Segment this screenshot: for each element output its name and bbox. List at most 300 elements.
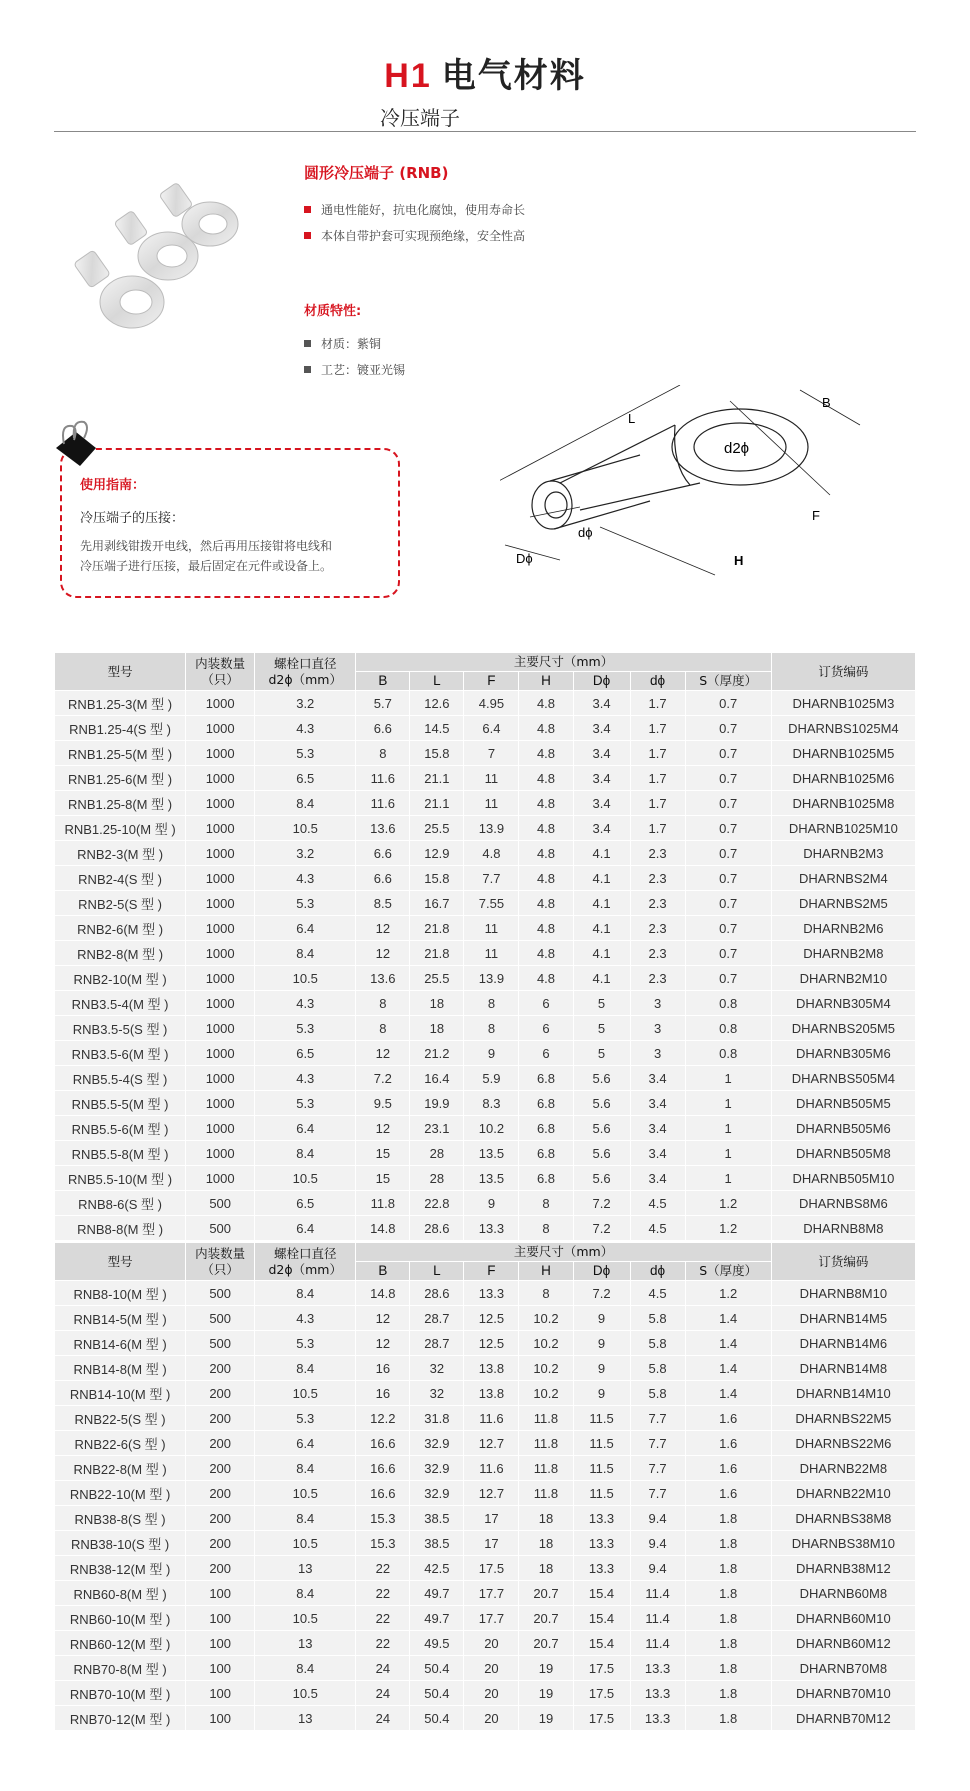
- table-cell: RNB8-10(M 型 ): [55, 1281, 185, 1305]
- table-cell: 21.1: [410, 791, 463, 815]
- table-cell: RNB5.5-6(M 型 ): [55, 1116, 185, 1140]
- col-header-model: 型号: [55, 653, 185, 690]
- table-cell: 5.9: [464, 1066, 518, 1090]
- header-divider: [54, 131, 916, 132]
- table-cell: 20: [464, 1631, 518, 1655]
- table-cell: 0.7: [686, 816, 771, 840]
- table-cell: 100: [186, 1631, 254, 1655]
- table-cell: 5.6: [574, 1141, 630, 1165]
- table-cell: 19.9: [410, 1091, 463, 1115]
- table-cell: 16.4: [410, 1066, 463, 1090]
- table-cell: 8.4: [255, 1141, 355, 1165]
- table-cell: 28.7: [410, 1306, 463, 1330]
- material-heading: 材质特性:: [304, 304, 362, 319]
- table-cell: 12: [356, 916, 409, 940]
- table-cell: 11.8: [519, 1456, 572, 1480]
- table-cell: 5.3: [255, 1016, 355, 1040]
- table-cell: 15.3: [356, 1531, 409, 1555]
- table-cell: 6.8: [519, 1066, 572, 1090]
- table-cell: 4.8: [519, 741, 572, 765]
- table-cell: 5.3: [255, 1406, 355, 1430]
- table-cell: 1000: [186, 866, 254, 890]
- table-cell: RNB22-8(M 型 ): [55, 1456, 185, 1480]
- table-cell: 3.4: [574, 766, 630, 790]
- feature-text: 通电性能好，抗电化腐蚀，使用寿命长: [321, 202, 526, 217]
- table-cell: 6.4: [255, 1116, 355, 1140]
- table-cell: 1000: [186, 1066, 254, 1090]
- table-cell: 1.7: [631, 816, 685, 840]
- table-cell: 18: [410, 991, 463, 1015]
- table-cell: 19: [519, 1681, 572, 1705]
- table-cell: 20.7: [519, 1606, 572, 1630]
- table-cell: 6.8: [519, 1116, 572, 1140]
- table-cell: 7.2: [356, 1066, 409, 1090]
- table-cell: 18: [519, 1531, 572, 1555]
- table-cell: 1.4: [686, 1306, 771, 1330]
- table-cell: 4.8: [519, 766, 572, 790]
- table-cell: 11.8: [356, 1191, 409, 1215]
- table-row: [55, 1216, 915, 1240]
- table-cell: 11.5: [574, 1481, 630, 1505]
- table-cell: 1.8: [686, 1556, 771, 1580]
- table-cell: 13.3: [464, 1281, 518, 1305]
- table-cell: 15: [356, 1141, 409, 1165]
- table-cell: 0.8: [686, 991, 771, 1015]
- table-cell: DHARNBS22M6: [772, 1431, 915, 1455]
- table-cell: RNB14-5(M 型 ): [55, 1306, 185, 1330]
- table-cell: 16: [356, 1356, 409, 1380]
- table-cell: 1.6: [686, 1406, 771, 1430]
- page-subtitle: 冷压端子: [380, 106, 460, 130]
- table-cell: 2.3: [631, 841, 685, 865]
- table-cell: 13.5: [464, 1141, 518, 1165]
- table-cell: 11.5: [574, 1456, 630, 1480]
- table-cell: RNB70-10(M 型 ): [55, 1681, 185, 1705]
- table-cell: 1.2: [686, 1191, 771, 1215]
- list-item: [304, 222, 525, 248]
- table-cell: DHARNB505M10: [772, 1166, 915, 1190]
- table-cell: 4.8: [519, 791, 572, 815]
- feature-list: [304, 196, 525, 248]
- table-cell: 1.4: [686, 1331, 771, 1355]
- table-cell: DHARNB22M8: [772, 1456, 915, 1480]
- table-cell: 9: [464, 1041, 518, 1065]
- table-cell: DHARNB8M10: [772, 1281, 915, 1305]
- table-cell: 4.8: [519, 716, 572, 740]
- table-cell: 200: [186, 1381, 254, 1405]
- table-cell: 1.7: [631, 691, 685, 715]
- col-header-D: Dϕ: [574, 1262, 630, 1280]
- table-row: [55, 1066, 915, 1090]
- table-cell: DHARNB1025M3: [772, 691, 915, 715]
- table-cell: 3: [631, 1041, 685, 1065]
- table-cell: 4.3: [255, 991, 355, 1015]
- table-cell: RNB1.25-6(M 型 ): [55, 766, 185, 790]
- table-row: [55, 1531, 915, 1555]
- table-cell: 28.7: [410, 1331, 463, 1355]
- table-cell: DHARNBS2M4: [772, 866, 915, 890]
- table-cell: 6: [519, 1016, 572, 1040]
- table-cell: 5: [574, 1041, 630, 1065]
- table-cell: 1.8: [686, 1606, 771, 1630]
- table-cell: 18: [519, 1506, 572, 1530]
- table-cell: 200: [186, 1506, 254, 1530]
- table-cell: 12.7: [464, 1481, 518, 1505]
- table-cell: 32: [410, 1381, 463, 1405]
- col-header-F: F: [464, 672, 518, 690]
- table-cell: 10.5: [255, 1381, 355, 1405]
- table-cell: 15.4: [574, 1606, 630, 1630]
- table-cell: DHARNBS38M8: [772, 1506, 915, 1530]
- product-name: 圆形冷压端子 (RNB): [304, 164, 449, 182]
- table-cell: DHARNBS1025M4: [772, 716, 915, 740]
- table-cell: RNB2-5(S 型 ): [55, 891, 185, 915]
- table-cell: 11.6: [464, 1456, 518, 1480]
- table-cell: 1: [686, 1116, 771, 1140]
- table-cell: 3.2: [255, 691, 355, 715]
- table-cell: 7.7: [631, 1481, 685, 1505]
- table-cell: 22: [356, 1606, 409, 1630]
- table-cell: RNB1.25-5(M 型 ): [55, 741, 185, 765]
- guide-line: 冷压端子进行压接，最后固定在元件或设备上。: [80, 559, 333, 573]
- table-cell: 0.7: [686, 741, 771, 765]
- col-header-S: S（厚度）: [686, 672, 771, 690]
- table-cell: 0.7: [686, 891, 771, 915]
- table-cell: 3.2: [255, 841, 355, 865]
- table-cell: 6.6: [356, 841, 409, 865]
- table-cell: 13.3: [574, 1506, 630, 1530]
- table-cell: 14.5: [410, 716, 463, 740]
- table-cell: DHARNBS2M5: [772, 891, 915, 915]
- table-row: [55, 766, 915, 790]
- table-cell: 6.5: [255, 766, 355, 790]
- table-cell: 100: [186, 1606, 254, 1630]
- table-row: [55, 1166, 915, 1190]
- table-cell: 100: [186, 1706, 254, 1730]
- table-cell: 10.2: [519, 1356, 572, 1380]
- table-cell: RNB1.25-8(M 型 ): [55, 791, 185, 815]
- table-cell: DHARNB1025M10: [772, 816, 915, 840]
- table-row: [55, 1506, 915, 1530]
- table-cell: 8.5: [356, 891, 409, 915]
- table-cell: 28.6: [410, 1281, 463, 1305]
- table-cell: 1.8: [686, 1581, 771, 1605]
- table-cell: 14.8: [356, 1281, 409, 1305]
- table-cell: 1000: [186, 966, 254, 990]
- table-cell: 24: [356, 1681, 409, 1705]
- table-row: [55, 1681, 915, 1705]
- table-row: [55, 991, 915, 1015]
- table-cell: 50.4: [410, 1656, 463, 1680]
- table-cell: 200: [186, 1431, 254, 1455]
- table-cell: RNB22-10(M 型 ): [55, 1481, 185, 1505]
- table-cell: 5.3: [255, 891, 355, 915]
- table-cell: 1: [686, 1066, 771, 1090]
- table-cell: 1000: [186, 941, 254, 965]
- table-cell: 15.8: [410, 866, 463, 890]
- table-cell: 17.7: [464, 1606, 518, 1630]
- table-cell: 24: [356, 1656, 409, 1680]
- table-cell: 1.6: [686, 1456, 771, 1480]
- table-cell: 12.7: [464, 1431, 518, 1455]
- table-cell: 0.7: [686, 691, 771, 715]
- table-cell: 22: [356, 1581, 409, 1605]
- table-cell: RNB5.5-5(M 型 ): [55, 1091, 185, 1115]
- table-cell: 6.5: [255, 1191, 355, 1215]
- table-row: [55, 1431, 915, 1455]
- table-cell: RNB60-10(M 型 ): [55, 1606, 185, 1630]
- table-cell: RNB14-10(M 型 ): [55, 1381, 185, 1405]
- table-cell: 4.8: [519, 691, 572, 715]
- table-cell: DHARNB1025M8: [772, 791, 915, 815]
- table-row: [55, 1556, 915, 1580]
- table-cell: 18: [410, 1016, 463, 1040]
- table-cell: 2.3: [631, 966, 685, 990]
- table-cell: 1000: [186, 1166, 254, 1190]
- table-cell: 10.5: [255, 1681, 355, 1705]
- title-text: 电气材料: [441, 56, 586, 96]
- table-cell: 10.5: [255, 1606, 355, 1630]
- table-cell: DHARNB60M8: [772, 1581, 915, 1605]
- table-cell: 20.7: [519, 1581, 572, 1605]
- table-cell: 13.3: [574, 1556, 630, 1580]
- bullet-square-icon: [304, 366, 311, 373]
- table-cell: 4.3: [255, 1306, 355, 1330]
- table-cell: 5: [574, 1016, 630, 1040]
- table-cell: 20: [464, 1706, 518, 1730]
- col-header-bolt: 螺栓口直径 d2ϕ（mm）: [255, 653, 355, 690]
- table-cell: 7.7: [631, 1406, 685, 1430]
- table-cell: 13.3: [464, 1216, 518, 1240]
- table-cell: RNB8-6(S 型 ): [55, 1191, 185, 1215]
- table-cell: 6.4: [464, 716, 518, 740]
- table-cell: 3.4: [574, 791, 630, 815]
- table-cell: 3.4: [631, 1116, 685, 1140]
- table-cell: 1.8: [686, 1506, 771, 1530]
- table-cell: 8: [356, 991, 409, 1015]
- table-cell: 9: [574, 1381, 630, 1405]
- spec-table: [54, 652, 916, 1241]
- table-cell: RNB2-6(M 型 ): [55, 916, 185, 940]
- table-cell: 11.8: [519, 1481, 572, 1505]
- table-cell: DHARNB22M10: [772, 1481, 915, 1505]
- table-cell: DHARNBS22M5: [772, 1406, 915, 1430]
- table-cell: 28: [410, 1166, 463, 1190]
- table-cell: 22.8: [410, 1191, 463, 1215]
- table-cell: 11.8: [519, 1406, 572, 1430]
- table-cell: 13.9: [464, 816, 518, 840]
- table-cell: 4.8: [519, 816, 572, 840]
- table-cell: RNB22-5(S 型 ): [55, 1406, 185, 1430]
- table-cell: 21.1: [410, 766, 463, 790]
- table-cell: 200: [186, 1406, 254, 1430]
- table-cell: 11.5: [574, 1431, 630, 1455]
- table-cell: 500: [186, 1216, 254, 1240]
- table-cell: 50.4: [410, 1681, 463, 1705]
- table-cell: 6.4: [255, 916, 355, 940]
- table-cell: 1000: [186, 1116, 254, 1140]
- table-cell: 200: [186, 1556, 254, 1580]
- table-cell: 13.8: [464, 1381, 518, 1405]
- table-cell: 7.55: [464, 891, 518, 915]
- table-cell: 5.6: [574, 1066, 630, 1090]
- table-cell: 1000: [186, 1041, 254, 1065]
- table-cell: 49.7: [410, 1581, 463, 1605]
- col-header-qty: 内装数量 （只）: [186, 653, 254, 690]
- table-cell: 3: [631, 1016, 685, 1040]
- table-cell: DHARNB60M12: [772, 1631, 915, 1655]
- table-cell: 16.6: [356, 1456, 409, 1480]
- table-cell: 1.4: [686, 1356, 771, 1380]
- table-cell: 4.3: [255, 866, 355, 890]
- table-cell: 8: [356, 741, 409, 765]
- table-cell: 500: [186, 1331, 254, 1355]
- col-header-bolt: 螺栓口直径 d2ϕ（mm）: [255, 1243, 355, 1280]
- table-row: [55, 941, 915, 965]
- feature-text: 本体自带护套可实现预绝缘，安全性高: [321, 228, 526, 243]
- col-header-L: L: [410, 672, 463, 690]
- table-cell: 3.4: [631, 1091, 685, 1115]
- table-cell: RNB5.5-10(M 型 ): [55, 1166, 185, 1190]
- table-row: [55, 1456, 915, 1480]
- table-cell: 28: [410, 1141, 463, 1165]
- table-row: [55, 916, 915, 940]
- table-cell: 8.4: [255, 1356, 355, 1380]
- table-cell: 1000: [186, 1016, 254, 1040]
- table-cell: 8: [519, 1216, 572, 1240]
- table-cell: 50.4: [410, 1706, 463, 1730]
- table-cell: 11.6: [356, 791, 409, 815]
- table-cell: 11: [464, 916, 518, 940]
- table-cell: 1.8: [686, 1531, 771, 1555]
- table-cell: DHARNB2M10: [772, 966, 915, 990]
- table-cell: DHARNB70M10: [772, 1681, 915, 1705]
- table-cell: 8.4: [255, 791, 355, 815]
- table-cell: 4.8: [519, 941, 572, 965]
- table-cell: 6.6: [356, 716, 409, 740]
- table-cell: 0.7: [686, 916, 771, 940]
- col-header-L: L: [410, 1262, 463, 1280]
- table-cell: DHARNB505M5: [772, 1091, 915, 1115]
- table-cell: 42.5: [410, 1556, 463, 1580]
- table-cell: 12: [356, 1116, 409, 1140]
- table-cell: DHARNB14M10: [772, 1381, 915, 1405]
- table-cell: 3.4: [631, 1141, 685, 1165]
- table-row: [55, 741, 915, 765]
- table-cell: RNB2-10(M 型 ): [55, 966, 185, 990]
- table-cell: 10.2: [519, 1331, 572, 1355]
- list-item: [304, 330, 405, 356]
- table-cell: 0.7: [686, 791, 771, 815]
- table-cell: 4.1: [574, 891, 630, 915]
- table-cell: 8: [464, 1016, 518, 1040]
- table-cell: 5: [574, 991, 630, 1015]
- table-cell: 13.3: [631, 1656, 685, 1680]
- table-cell: RNB3.5-6(M 型 ): [55, 1041, 185, 1065]
- table-cell: 2.3: [631, 916, 685, 940]
- table-cell: RNB70-8(M 型 ): [55, 1656, 185, 1680]
- table-cell: 1: [686, 1091, 771, 1115]
- table-cell: 13.9: [464, 966, 518, 990]
- table-cell: 13.3: [631, 1706, 685, 1730]
- ring-terminal-photo: [70, 176, 270, 346]
- col-header-model: 型号: [55, 1243, 185, 1280]
- table-row: [55, 1016, 915, 1040]
- table-cell: 12: [356, 1041, 409, 1065]
- table-cell: 6.6: [356, 866, 409, 890]
- table-cell: 11: [464, 941, 518, 965]
- col-header-B: B: [356, 1262, 409, 1280]
- table-cell: 7.2: [574, 1216, 630, 1240]
- list-item: [304, 356, 405, 382]
- table-cell: 4.1: [574, 916, 630, 940]
- table-cell: DHARNB505M8: [772, 1141, 915, 1165]
- table-cell: DHARNB70M8: [772, 1656, 915, 1680]
- table-cell: 1: [686, 1141, 771, 1165]
- dim-label-D: Dϕ: [516, 551, 533, 566]
- table-cell: DHARNB14M8: [772, 1356, 915, 1380]
- table-cell: 1000: [186, 916, 254, 940]
- table-cell: 1.8: [686, 1681, 771, 1705]
- table-cell: 4.8: [519, 891, 572, 915]
- col-header-main-dims: 主要尺寸（mm）: [356, 1243, 770, 1261]
- table-cell: 4.1: [574, 841, 630, 865]
- table-cell: 13.8: [464, 1356, 518, 1380]
- table-cell: 6: [519, 1041, 572, 1065]
- table-cell: 0.7: [686, 766, 771, 790]
- dim-label-d: dϕ: [578, 525, 593, 540]
- table-cell: DHARNB70M12: [772, 1706, 915, 1730]
- col-header-S: S（厚度）: [686, 1262, 771, 1280]
- table-cell: 10.5: [255, 816, 355, 840]
- table-cell: 1.7: [631, 766, 685, 790]
- table-cell: 3.4: [574, 691, 630, 715]
- table-cell: 4.8: [519, 916, 572, 940]
- table-cell: 11.4: [631, 1606, 685, 1630]
- table-row: [55, 791, 915, 815]
- table-cell: 4.8: [519, 966, 572, 990]
- table-cell: 6.4: [255, 1216, 355, 1240]
- table-row: [55, 1281, 915, 1305]
- table-cell: RNB1.25-10(M 型 ): [55, 816, 185, 840]
- table-cell: 0.7: [686, 966, 771, 990]
- table-cell: 4.8: [464, 841, 518, 865]
- table-cell: DHARNB1025M5: [772, 741, 915, 765]
- table-cell: 4.8: [519, 841, 572, 865]
- table-cell: 11.6: [356, 766, 409, 790]
- table-cell: RNB60-8(M 型 ): [55, 1581, 185, 1605]
- page-title: [0, 48, 970, 97]
- table-cell: 11.5: [574, 1406, 630, 1430]
- dim-label-B: B: [822, 395, 831, 410]
- table-cell: 12.5: [464, 1306, 518, 1330]
- table-cell: 1.6: [686, 1431, 771, 1455]
- table-cell: 1.8: [686, 1706, 771, 1730]
- table-cell: DHARNB8M8: [772, 1216, 915, 1240]
- table-cell: DHARNB2M6: [772, 916, 915, 940]
- col-header-order: 订货编码: [772, 1243, 915, 1280]
- table-cell: 7.7: [631, 1456, 685, 1480]
- table-cell: 3.4: [574, 816, 630, 840]
- table-cell: 8.4: [255, 1456, 355, 1480]
- table-cell: 10.2: [464, 1116, 518, 1140]
- table-cell: 25.5: [410, 816, 463, 840]
- table-cell: 8.4: [255, 1281, 355, 1305]
- table-cell: 1.7: [631, 716, 685, 740]
- col-header-F: F: [464, 1262, 518, 1280]
- table-cell: 0.7: [686, 866, 771, 890]
- table-cell: 1.4: [686, 1381, 771, 1405]
